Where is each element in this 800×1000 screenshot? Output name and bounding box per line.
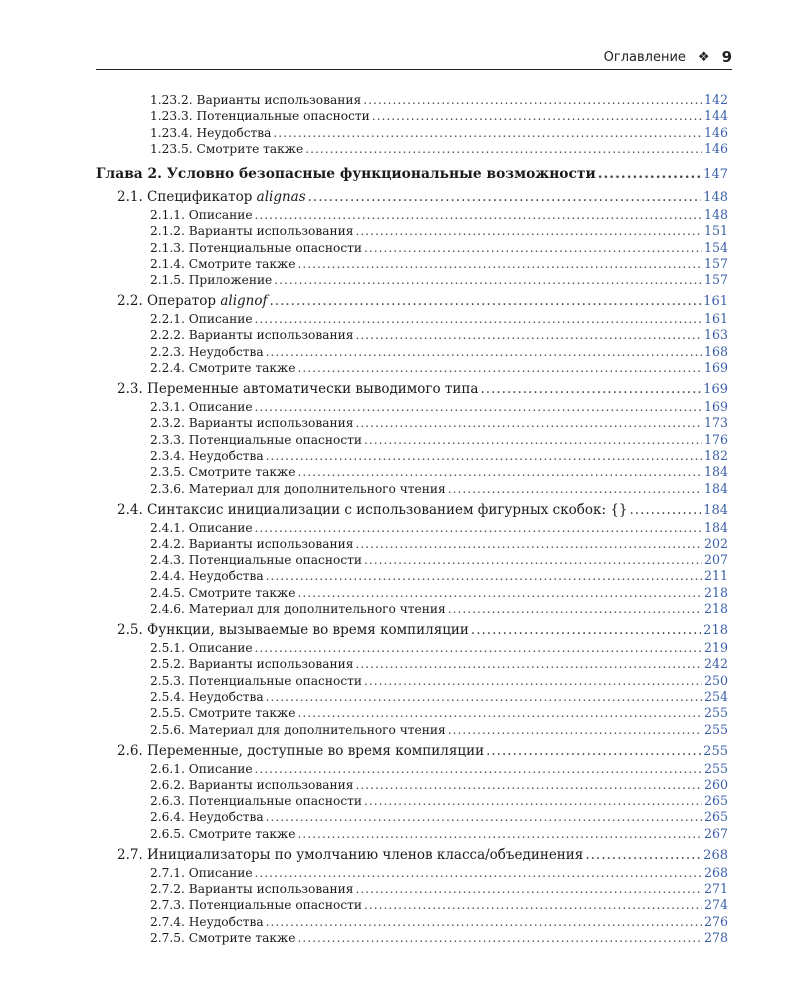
dot-leader	[585, 847, 701, 863]
toc-section-entry[interactable]	[117, 847, 728, 863]
toc-entry-title: 2.6.5. Смотрите также	[150, 826, 296, 841]
toc-section-entry[interactable]	[117, 622, 728, 638]
toc-page-number[interactable]: 176	[703, 431, 728, 447]
toc-page-number[interactable]: 163	[703, 327, 728, 343]
dot-leader	[255, 312, 702, 326]
dot-leader	[255, 208, 702, 222]
dot-leader	[480, 381, 701, 397]
dot-leader	[297, 931, 702, 945]
dot-leader	[598, 166, 701, 182]
toc-subsection-entry[interactable]	[150, 240, 728, 255]
dot-leader	[273, 126, 702, 140]
toc-entry-title: 2.4.1. Описание	[150, 520, 253, 535]
header-inner	[604, 48, 732, 66]
toc-entry-title: 2.7.2. Варианты использования	[150, 882, 354, 896]
toc-page-number[interactable]: 255	[703, 760, 728, 776]
toc-page-number[interactable]: 202	[703, 535, 728, 551]
toc-section-entry[interactable]	[117, 189, 728, 205]
dot-leader	[266, 810, 702, 824]
toc-subsection-entry[interactable]	[150, 673, 728, 688]
toc-chapter-entry[interactable]	[96, 166, 728, 182]
dot-leader	[630, 502, 702, 518]
toc-page-number[interactable]: 161	[703, 311, 728, 327]
toc-subsection-entry[interactable]	[150, 809, 728, 824]
dot-leader	[448, 602, 702, 616]
toc-subsection-entry[interactable]	[150, 92, 728, 107]
dot-leader	[269, 293, 701, 309]
dot-leader	[255, 641, 702, 655]
toc-page-number[interactable]: 184	[703, 519, 728, 535]
toc-entry-title: 2.4. Синтаксис инициализации с использованием фигурных скобок: {}	[117, 501, 628, 518]
toc-entry-title: 2.6.4. Неудобства	[150, 810, 264, 825]
dot-leader	[364, 898, 702, 912]
toc-entry-title: 2.3.1. Описание	[150, 400, 253, 414]
dot-leader	[274, 273, 702, 287]
toc-subsection-entry[interactable]	[150, 897, 728, 912]
toc-entry-title: 2.3. Переменные автоматически выводимого типа	[117, 381, 479, 397]
toc-entry-title: 2.1.5. Приложение	[150, 273, 273, 288]
toc-subsection-entry[interactable]	[150, 777, 728, 792]
toc-page-number[interactable]: 169	[703, 360, 728, 375]
dot-leader	[255, 866, 702, 880]
toc-page-number[interactable]: 219	[703, 640, 728, 655]
toc-subsection-entry[interactable]	[150, 793, 728, 808]
toc-subsection-entry[interactable]	[150, 327, 728, 342]
toc-page-number[interactable]: 148	[703, 206, 728, 222]
dot-leader	[308, 189, 702, 205]
toc-page-number[interactable]: 147	[703, 166, 728, 182]
toc-subsection-entry[interactable]	[150, 826, 728, 841]
toc-entry-title: 2.7. Инициализаторы по умолчанию членов класса/объединения	[117, 846, 584, 863]
toc-entry-title: 2.3.6. Материал для дополнительного чтения	[150, 481, 446, 496]
dot-leader	[448, 723, 702, 737]
dot-leader	[355, 537, 702, 551]
ornament-icon: ❖	[697, 49, 710, 65]
dot-leader	[486, 743, 701, 759]
toc-subsection-entry[interactable]	[150, 272, 728, 287]
dot-leader	[364, 553, 702, 567]
toc-page-number[interactable]: 255	[703, 743, 728, 759]
toc-subsection-entry[interactable]	[150, 432, 728, 447]
toc-page-number[interactable]: 260	[703, 776, 728, 792]
dot-leader	[297, 586, 702, 600]
toc-page-number[interactable]: 169	[703, 399, 728, 414]
toc-entry-title: 2.3.5. Смотрите также	[150, 465, 296, 480]
toc-page-number[interactable]: 151	[703, 223, 728, 239]
toc-subsection-entry[interactable]	[150, 656, 728, 671]
toc-page-number[interactable]: 169	[703, 382, 728, 397]
toc-subsection-entry[interactable]	[150, 360, 728, 375]
dot-leader	[305, 142, 702, 156]
toc-subsection-entry[interactable]	[150, 415, 728, 430]
toc-entry-title: Глава 2. Условно безопасные функциональные возможности	[96, 165, 596, 182]
toc-entry-title: 2.4.5. Смотрите также	[150, 585, 296, 600]
toc-entry-title: 2.4.4. Неудобства	[150, 569, 264, 584]
toc-subsection-entry[interactable]	[150, 207, 728, 222]
toc-entry-title: 2.2.3. Неудобства	[150, 344, 264, 359]
toc-entry-title: 2.1.4. Смотрите также	[150, 256, 296, 271]
toc-page-number[interactable]: 207	[703, 552, 728, 568]
toc-page-number[interactable]: 242	[703, 656, 728, 672]
toc-page-number[interactable]: 218	[703, 584, 728, 600]
toc-entry-title: 2.4.6. Материал для дополнительного чтения	[150, 602, 446, 616]
toc-subsection-entry[interactable]	[150, 881, 728, 896]
dot-leader	[355, 882, 702, 896]
toc-page-number[interactable]: 267	[703, 825, 728, 841]
toc-entry-title: 2.6.3. Потенциальные опасности	[150, 794, 363, 809]
dot-leader	[266, 915, 702, 929]
toc-entry-title: 2.6.1. Описание	[150, 761, 253, 776]
dot-leader	[355, 416, 702, 430]
code-identifier: alignof	[220, 293, 268, 310]
dot-leader	[363, 93, 702, 107]
toc-subsection-entry[interactable]	[150, 568, 728, 583]
toc-subsection-entry[interactable]	[150, 601, 728, 616]
dot-leader	[364, 674, 702, 688]
toc-subsection-entry[interactable]	[150, 930, 728, 945]
toc-entry-title: 1.23.2. Варианты использования	[150, 93, 362, 107]
toc-section-entry[interactable]	[117, 743, 728, 759]
toc-entry-title: 1.23.5. Смотрите также	[150, 141, 304, 156]
dot-leader	[364, 433, 702, 447]
toc-section-entry[interactable]	[117, 502, 728, 518]
toc-page-number[interactable]: 157	[703, 272, 728, 288]
dot-leader	[355, 224, 702, 238]
page-number: 9	[721, 48, 732, 66]
toc-entry-title: 2.2.4. Смотрите также	[150, 361, 296, 375]
toc-entry-title: 2.7.4. Неудобства	[150, 914, 264, 929]
dot-leader	[355, 657, 702, 671]
toc-entry-title: 2.7.1. Описание	[150, 865, 253, 880]
toc-subsection-entry[interactable]	[150, 399, 728, 414]
toc-page-number[interactable]: 173	[703, 415, 728, 431]
toc-subsection-entry[interactable]	[150, 705, 728, 720]
header-title: Оглавление	[603, 49, 686, 65]
toc-page-number[interactable]: 142	[703, 92, 728, 107]
toc-entry-title: 2.1. Спецификатор alignas	[117, 188, 306, 205]
toc-page-number[interactable]: 254	[703, 688, 728, 704]
toc-entry-title: 2.5.1. Описание	[150, 641, 253, 655]
toc-entry-title: 2.1.1. Описание	[150, 207, 253, 222]
toc-page-number[interactable]: 255	[703, 705, 728, 721]
toc-entry-title: 1.23.3. Потенциальные опасности	[150, 109, 370, 124]
dot-leader	[255, 400, 702, 414]
toc-entry-title: 2.5.2. Варианты использования	[150, 657, 354, 672]
toc-page-number[interactable]: 148	[703, 189, 728, 205]
dot-leader	[297, 827, 702, 841]
dot-leader	[355, 778, 702, 792]
toc-page-number[interactable]: 250	[703, 672, 728, 688]
toc-entry-title: 2.2.2. Варианты использования	[150, 328, 354, 343]
toc-subsection-entry[interactable]	[150, 125, 728, 140]
toc-subsection-entry[interactable]	[150, 108, 728, 123]
running-header	[96, 44, 732, 70]
dot-leader	[297, 257, 702, 271]
toc-subsection-entry[interactable]	[150, 464, 728, 479]
toc-entry-title: 2.5.5. Смотрите также	[150, 706, 296, 721]
toc-page-number[interactable]: 146	[703, 124, 728, 140]
toc-subsection-entry[interactable]	[150, 689, 728, 704]
toc-page-number[interactable]: 265	[703, 809, 728, 825]
toc-page-number[interactable]: 265	[703, 793, 728, 809]
toc-subsection-entry[interactable]	[150, 585, 728, 600]
toc-entry-title: 2.5. Функции, вызываемые во время компиляции	[117, 622, 469, 638]
toc-page-number[interactable]: 218	[703, 601, 728, 616]
toc-subsection-entry[interactable]	[150, 914, 728, 929]
toc-entry-title: 2.7.5. Смотрите также	[150, 930, 296, 945]
toc-subsection-entry[interactable]	[150, 552, 728, 567]
toc-page-number[interactable]: 184	[703, 480, 728, 496]
toc-entry-title: 2.3.2. Варианты использования	[150, 416, 354, 431]
dot-leader	[471, 622, 701, 638]
toc-entry-title: 2.2.1. Описание	[150, 312, 253, 327]
toc-subsection-entry[interactable]	[150, 865, 728, 880]
toc-entry-title: 2.1.3. Потенциальные опасности	[150, 240, 363, 255]
dot-leader	[266, 449, 702, 463]
toc-page-number[interactable]: 161	[703, 294, 728, 310]
dot-leader	[255, 762, 702, 776]
dot-leader	[372, 109, 702, 123]
toc-page-number[interactable]: 278	[703, 929, 728, 945]
toc-entry-title: 2.7.3. Потенциальные опасности	[150, 898, 363, 913]
dot-leader	[448, 482, 702, 496]
toc-entry-title: 2.3.3. Потенциальные опасности	[150, 432, 363, 447]
toc-page-number[interactable]: 268	[703, 847, 728, 863]
toc-entry-title: 2.3.4. Неудобства	[150, 448, 264, 463]
toc-entry-title: 2.5.3. Потенциальные опасности	[150, 673, 363, 688]
toc-page-number[interactable]: 184	[703, 464, 728, 480]
toc-subsection-entry[interactable]	[150, 141, 728, 156]
toc-page-number[interactable]: 168	[703, 343, 728, 359]
toc-subsection-entry[interactable]	[150, 344, 728, 359]
toc-entry-title: 2.4.3. Потенциальные опасности	[150, 553, 363, 568]
toc-subsection-entry[interactable]	[150, 722, 728, 737]
toc-page-number[interactable]: 157	[703, 255, 728, 271]
dot-leader	[266, 345, 702, 359]
dot-leader	[364, 241, 702, 255]
toc-page-number[interactable]: 276	[703, 913, 728, 929]
toc-subsection-entry[interactable]	[150, 448, 728, 463]
dot-leader	[297, 706, 702, 720]
toc-subsection-entry[interactable]	[150, 640, 728, 655]
toc-page-number[interactable]: 271	[703, 881, 728, 896]
dot-leader	[297, 465, 702, 479]
toc-subsection-entry[interactable]	[150, 536, 728, 551]
toc-subsection-entry[interactable]	[150, 761, 728, 776]
toc-section-entry[interactable]	[117, 293, 728, 309]
toc-page-number[interactable]: 154	[703, 239, 728, 255]
dot-leader	[266, 690, 702, 704]
toc-page-number[interactable]: 182	[703, 447, 728, 463]
toc-entry-title: 2.6. Переменные, доступные во время компиляции	[117, 742, 485, 759]
toc-entry-title: 2.5.6. Материал для дополнительного чтения	[150, 722, 446, 737]
dot-leader	[266, 569, 702, 583]
toc-subsection-entry[interactable]	[150, 311, 728, 326]
toc-entry-title: 2.6.2. Варианты использования	[150, 777, 354, 792]
toc-page-number[interactable]: 218	[703, 623, 728, 638]
toc-section-entry[interactable]	[117, 381, 728, 397]
dot-leader	[355, 328, 702, 342]
dot-leader	[297, 361, 702, 375]
toc-page-number[interactable]: 146	[703, 140, 728, 156]
toc-page-number[interactable]: 268	[703, 864, 728, 880]
toc-page-number[interactable]: 255	[703, 721, 728, 737]
toc-subsection-entry[interactable]	[150, 256, 728, 271]
toc-subsection-entry[interactable]	[150, 481, 728, 496]
dot-leader	[255, 521, 702, 535]
toc-page-number[interactable]: 184	[703, 502, 728, 518]
toc-page-number[interactable]: 144	[703, 108, 728, 124]
dot-leader	[364, 794, 702, 808]
toc-entry-title: 1.23.4. Неудобства	[150, 125, 272, 140]
toc-entry-title: 2.4.2. Варианты использования	[150, 536, 354, 551]
toc-entry-title: 2.1.2. Варианты использования	[150, 224, 354, 239]
toc-subsection-entry[interactable]	[150, 520, 728, 535]
toc-page-number[interactable]: 274	[703, 897, 728, 913]
toc-entry-title: 2.5.4. Неудобства	[150, 689, 264, 704]
toc-page-number[interactable]: 211	[703, 568, 728, 584]
toc-subsection-entry[interactable]	[150, 223, 728, 238]
code-identifier: alignas	[256, 188, 306, 205]
toc-entry-title: 2.2. Оператор alignof	[117, 293, 268, 310]
